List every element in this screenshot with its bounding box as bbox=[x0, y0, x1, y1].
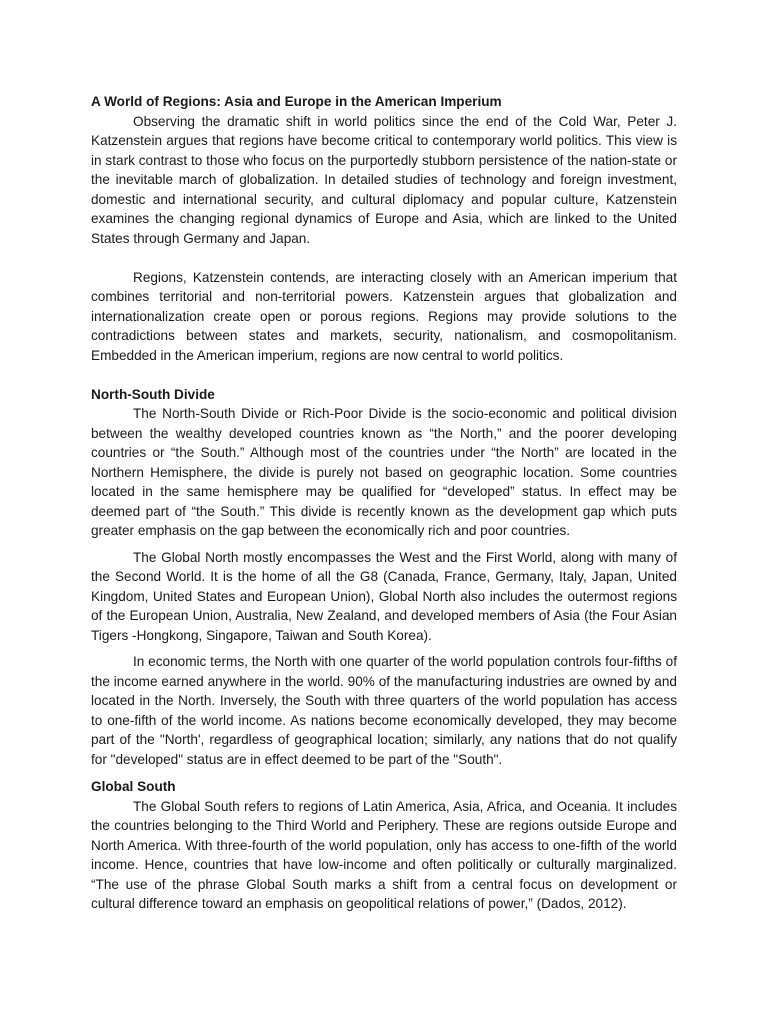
section-spacer bbox=[91, 365, 677, 385]
paragraph-north-south-definition: The North-South Divide or Rich-Poor Divide is the socio-economic and political division between the wealthy developed countries known as “the North,” and the poorer developing countries or “the South.” Although most of the countries under “the North” are located in the Northern Hemisphere, the divide is purely not based on geographic location. Some countries located in the same hemisphere may be qualified for “developed” status. In effect may be deemed part of “the South.” This divide is recently known as the development gap which puts greater emphasis on the gap between the economically rich and poor countries. bbox=[91, 406, 677, 538]
document-page bbox=[91, 92, 677, 914]
paragraph-spacer bbox=[91, 248, 677, 268]
paragraph-regions-imperium: Regions, Katzenstein contends, are interacting closely with an American imperium that combines territorial and non-territorial powers. Katzenstein argues that globalization and internationalization create open or porous regions. Regions may provide solutions to the contradictions between states and markets, security, nationalism, and cosmopolitanism. Embedded in the American imperium, regions are now central to world politics. bbox=[91, 269, 677, 363]
paragraph-spacer bbox=[91, 541, 677, 548]
section-heading-world-of-regions: A World of Regions: Asia and Europe in the American Imperium bbox=[91, 94, 502, 109]
section-spacer bbox=[91, 769, 677, 777]
section-heading-north-south-divide: North-South Divide bbox=[91, 386, 215, 402]
paragraph-economic-terms: In economic terms, the North with one quarter of the world population controls four-fifths of the income earned anywhere in the world. 90% of the manufacturing industries are owned by and located in the North. Inversely, the South with three quarters of the world population has access to one-fifth of the world income. As nations become economically developed, they may become part of the "North', regardless of geographical location; similarly, any nations that do not qualify for "developed" status are in effect deemed to be part of the "South". bbox=[91, 654, 677, 767]
paragraph-global-north: The Global North mostly encompasses the West and the First World, along with many of the Second World. It is the home of all the G8 (Canada, France, Germany, Italy, Japan, United Kingdom, United States and European Union), Global North also includes the outermost regions of the European Union, Australia, New Zealand, and developed members of Asia (the Four Asian Tigers -Hongkong, Singapore, Taiwan and South Korea). bbox=[91, 549, 677, 643]
paragraph-global-south: The Global South refers to regions of Latin America, Asia, Africa, and Oceania. It includes the countries belonging to the Third World and Periphery. These are regions outside Europe and North America. With three-fourth of the world population, only has access to one-fifth of the world income. Hence, countries that have low-income and often politically or culturally marginalized. “The use of the phrase Global South marks a shift from a central focus on development or cultural difference toward an emphasis on geopolitical relations of power,” (Dados, 2012). bbox=[91, 798, 677, 911]
section-heading-global-south: Global South bbox=[91, 779, 176, 794]
paragraph-regions-intro: Observing the dramatic shift in world politics since the end of the Cold War, Peter J. Katzenstein argues that regions have become critical to contemporary world politics. This view is in stark contrast to those who focus on the purportedly stubborn persistence of the nation-state or the inevitable march of globalization. In detailed studies of technology and foreign investment, domestic and international security, and cultural diplomacy and popular culture, Katzenstein examines the changing regional dynamics of Europe and Asia, which are linked to the United States through Germany and Japan. bbox=[91, 113, 677, 246]
paragraph-spacer bbox=[91, 645, 677, 652]
